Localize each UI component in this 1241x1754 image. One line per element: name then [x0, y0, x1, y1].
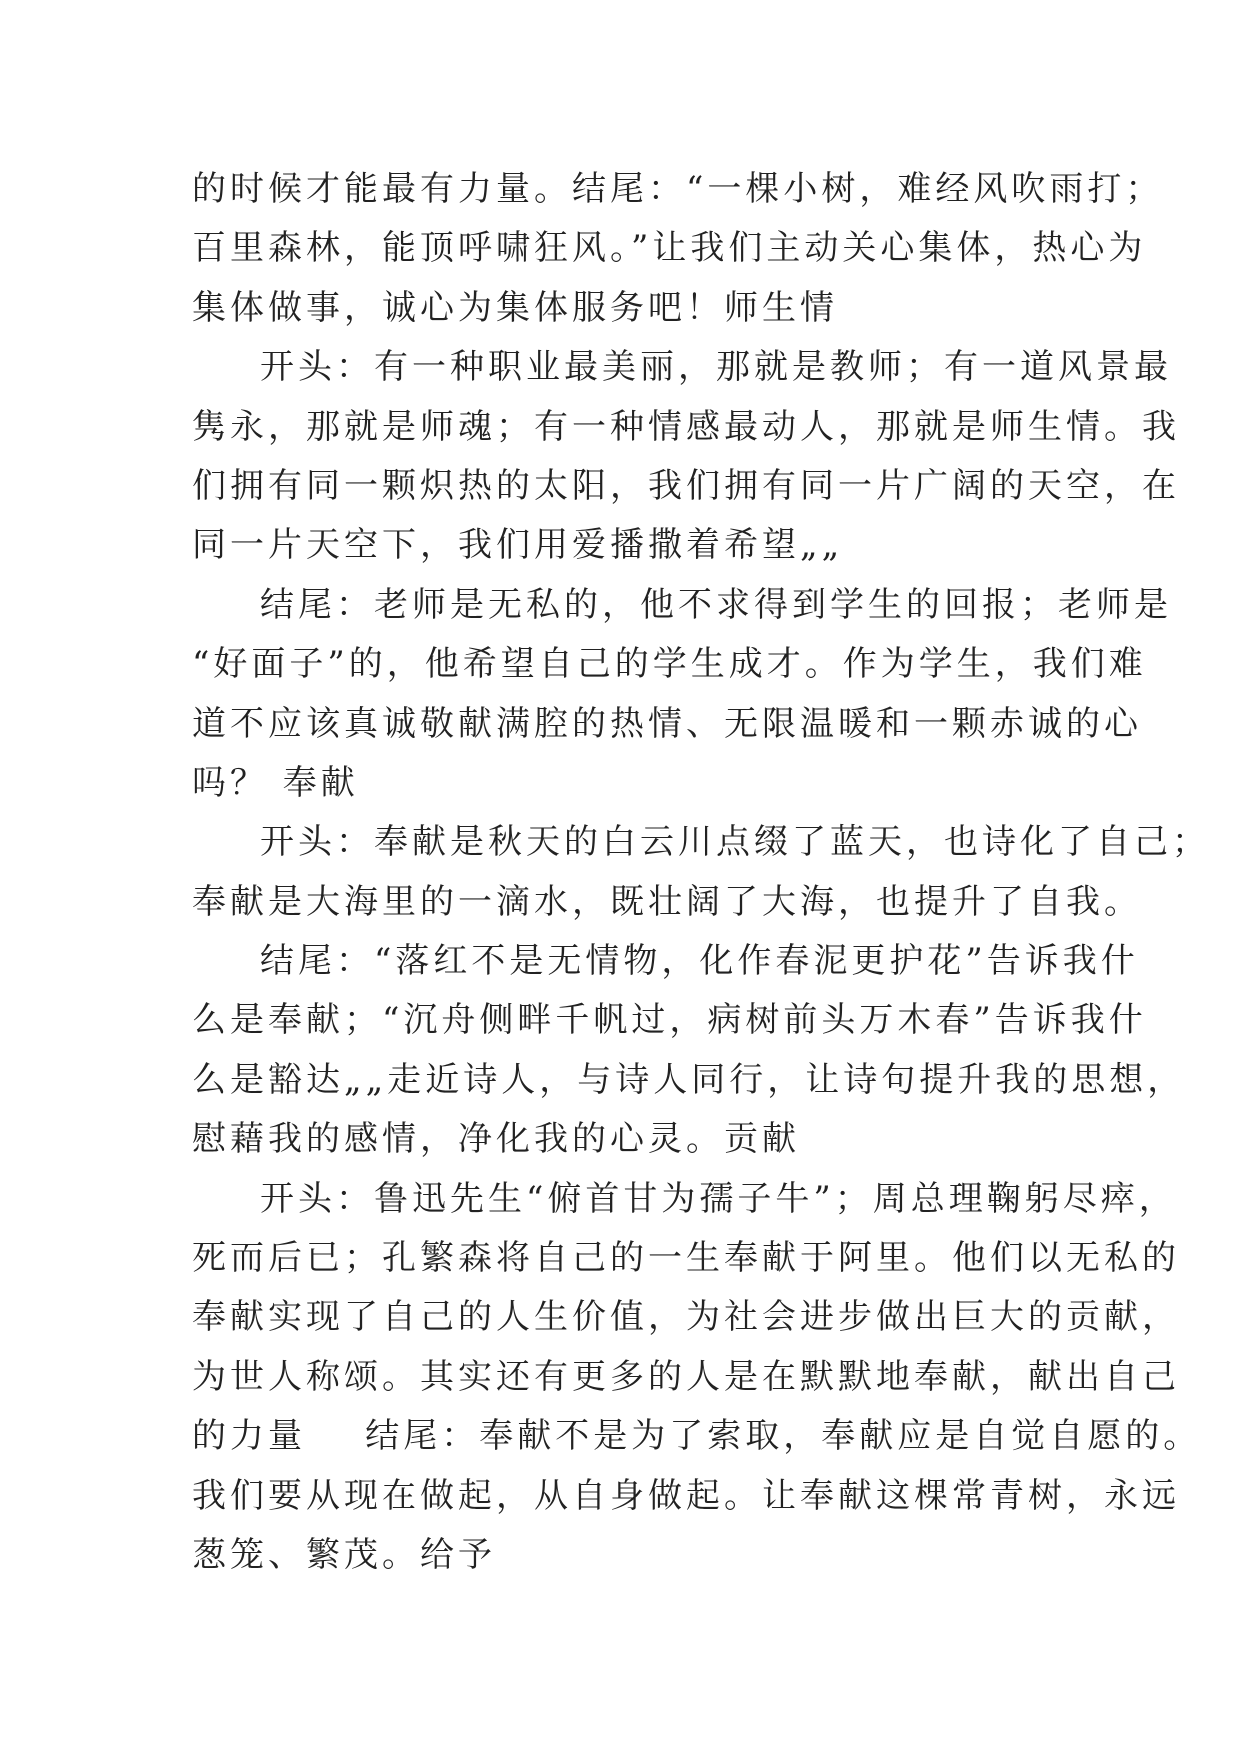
text-line: “好面子”的，他希望自己的学生成才。作为学生，我们难	[192, 644, 1147, 685]
paragraph-start-line: 结尾：老师是无私的，他不求得到学生的回报；老师是	[260, 584, 1172, 625]
text-line: 奉献是大海里的一滴水，既壮阔了大海，也提升了自我。	[192, 881, 1142, 922]
text-line: 道不应该真诚敬献满腔的热情、无限温暖和一颗赤诚的心	[192, 703, 1142, 744]
text-line: 吗？ 奉献	[192, 762, 359, 803]
text-line: 么是奉献；“沉舟侧畔千帆过，病树前头万木春”告诉我什	[192, 1000, 1147, 1041]
paragraph-start-line: 结尾：“落红不是无情物，化作春泥更护花”告诉我什	[260, 941, 1139, 982]
paragraph-start-line: 开头：有一种职业最美丽，那就是教师；有一道风景最	[260, 347, 1172, 388]
text-line: 我们要从现在做起，从自身做起。让奉献这棵常青树，永远	[192, 1475, 1180, 1516]
paragraph-start-line: 开头：奉献是秋天的白云川点缀了蓝天，也诗化了自己；	[260, 822, 1210, 863]
text-line: 葱笼、繁茂。给予	[192, 1534, 496, 1575]
text-line: 慰藉我的感情，净化我的心灵。贡献	[192, 1119, 800, 1160]
text-line: 么是豁达„„走近诗人，与诗人同行，让诗句提升我的思想，	[192, 1059, 1186, 1100]
document-body	[192, 160, 1210, 1585]
paragraph-start-line: 开头：鲁迅先生“俯首甘为孺子牛”；周总理鞠躬尽瘁，	[260, 1178, 1177, 1219]
text-line: 集体做事，诚心为集体服务吧！师生情	[192, 287, 838, 328]
text-line: 同一片天空下，我们用爱播撒着希望„„	[192, 525, 844, 566]
text-line: 的力量 结尾：奉献不是为了索取，奉献应是自觉自愿的。	[192, 1416, 1202, 1457]
text-line: 们拥有同一颗炽热的太阳，我们拥有同一片广阔的天空，在	[192, 465, 1180, 506]
text-line: 隽永，那就是师魂；有一种情感最动人，那就是师生情。我	[192, 406, 1180, 447]
text-line: 百里森林，能顶呼啸狂风。”让我们主动关心集体，热心为	[192, 228, 1147, 269]
text-line: 奉献实现了自己的人生价值，为社会进步做出巨大的贡献，	[192, 1297, 1180, 1338]
text-line: 死而后已；孔繁森将自己的一生奉献于阿里。他们以无私的	[192, 1238, 1180, 1279]
text-line: 的时候才能最有力量。结尾：“一棵小树，难经风吹雨打；	[192, 169, 1164, 209]
text-line: 为世人称颂。其实还有更多的人是在默默地奉献，献出自己	[192, 1356, 1180, 1397]
